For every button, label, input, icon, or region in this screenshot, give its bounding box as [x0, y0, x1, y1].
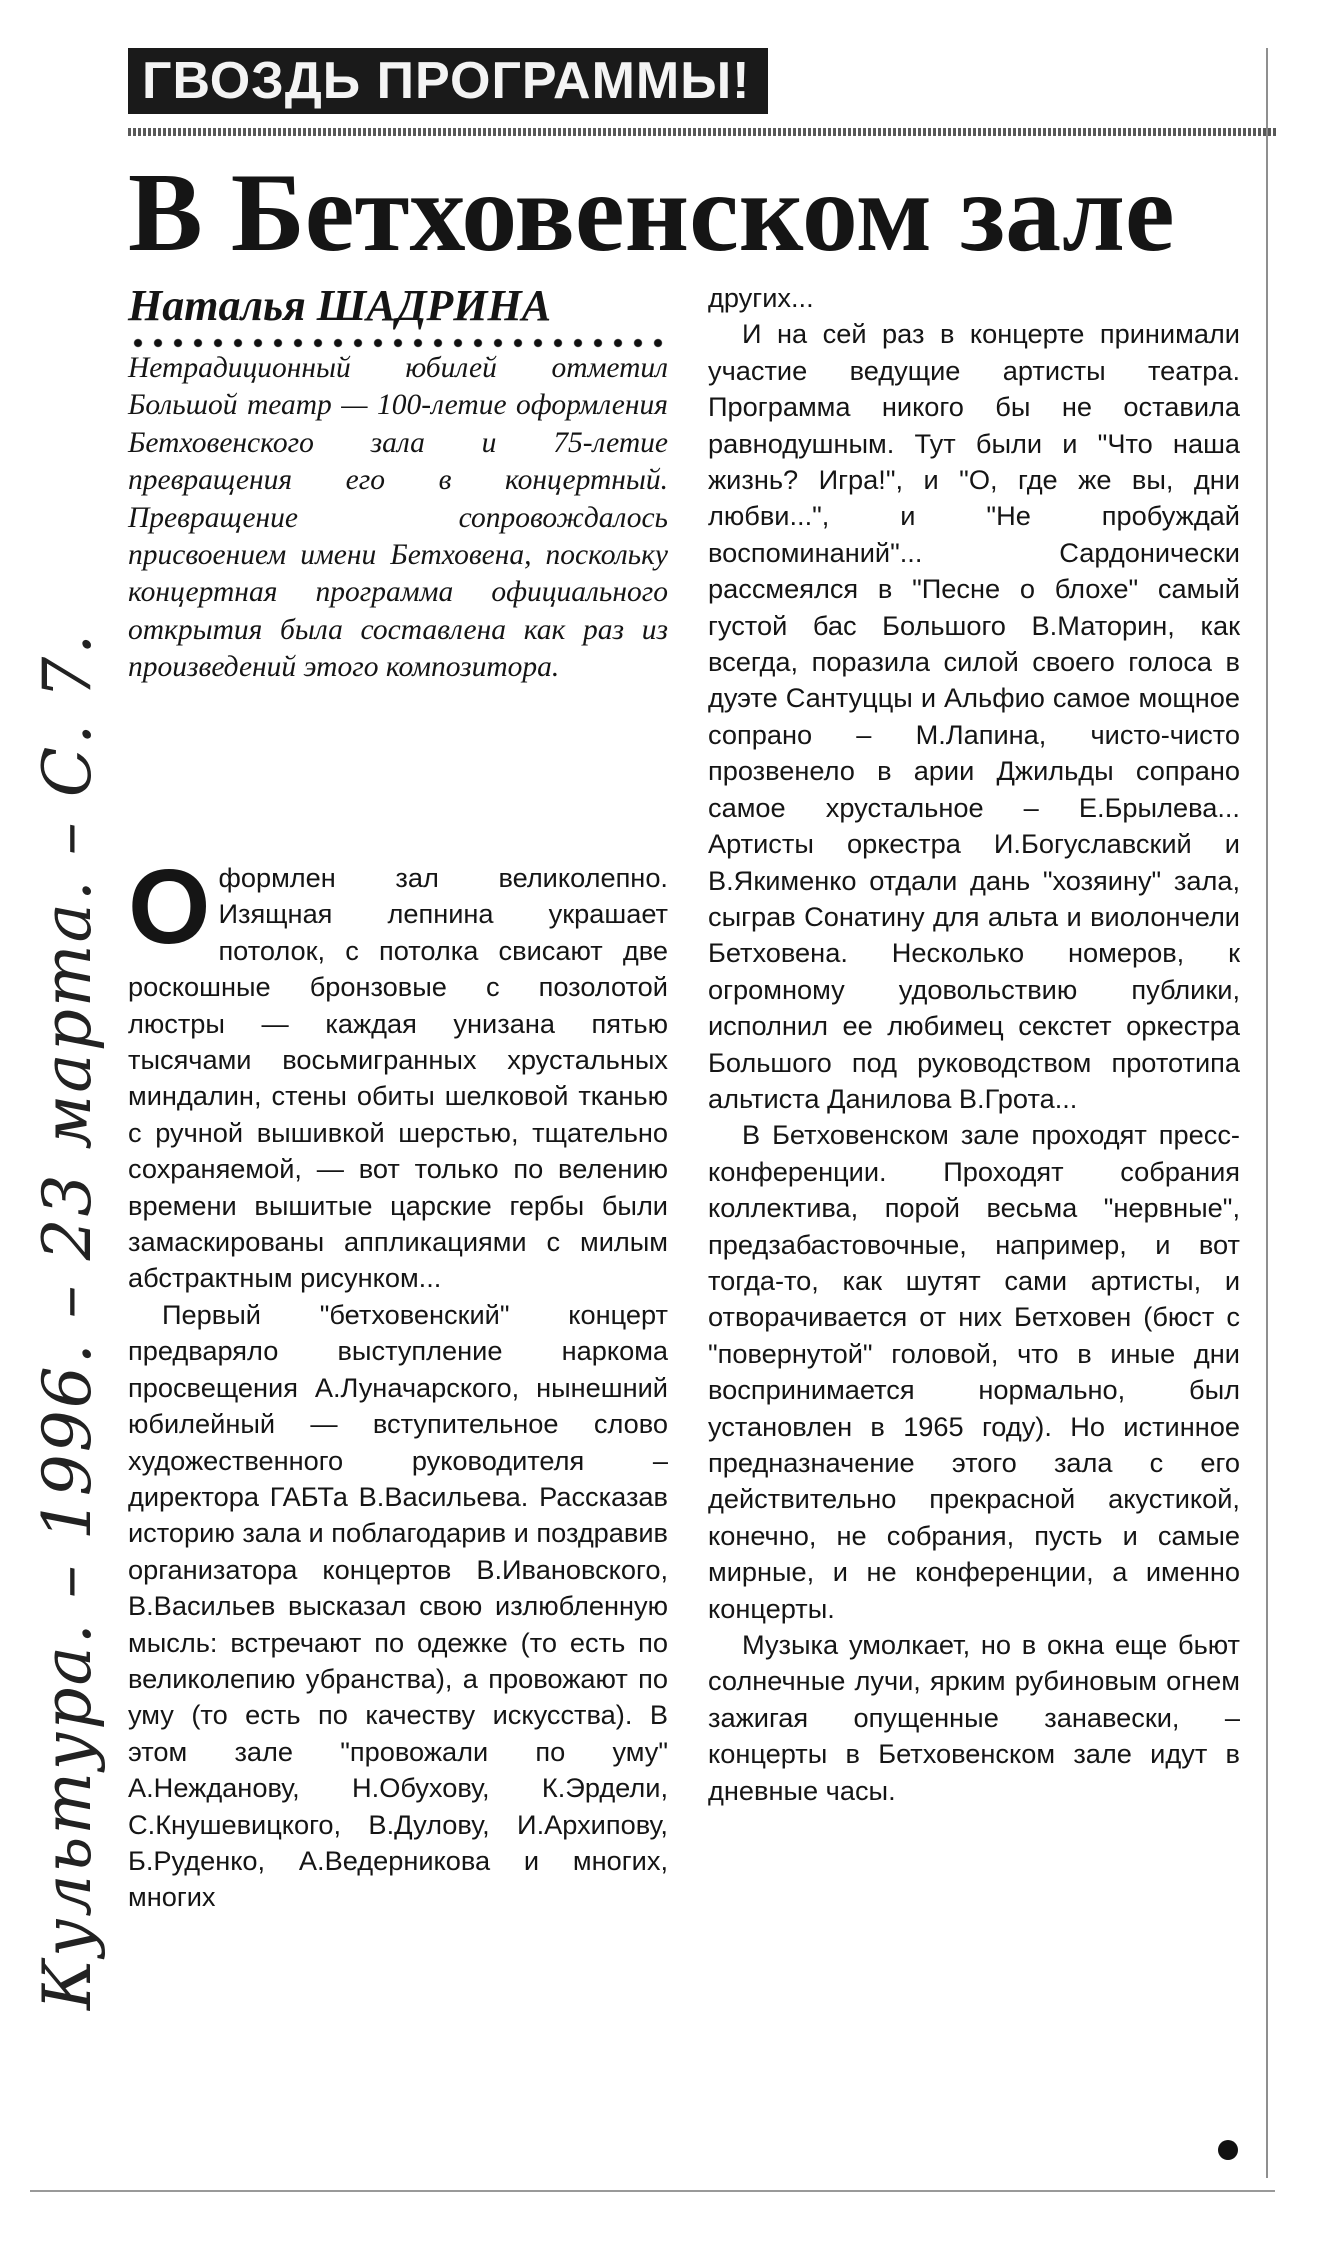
end-mark-icon: [1218, 2140, 1238, 2160]
paragraph: Первый "бетховенский" концерт предваряло выступление наркома просвещения А.Луначарского, нынешний юбилейный — вступительное слово художественного руководителя – директора ГАБТа В.Васильева. Рассказав историю зала и поблагодарив и поздравив организатора концертов В.Ивановского, В.Васильев высказал свою излюбленную мысль: встречают по одежке (то есть по великолепию убранства), а провожают по уму (то есть по качеству искусства). В этом зале "провожали по уму" А.Нежданову, Н.Обухову, К.Эрдели, С.Кнушевицкого, В.Дулову, И.Архипову, Б.Руденко, А.Ведерникова и многих, многих: [128, 1298, 668, 1913]
dotted-divider: [128, 337, 668, 349]
article-column-1: [128, 848, 668, 1916]
column-border: [1266, 48, 1268, 2178]
hatched-rule: [128, 128, 1278, 136]
author-byline: Наталья ШАДРИНА: [128, 281, 552, 330]
drop-cap: О: [128, 848, 211, 966]
paragraph: И на сей раз в концерте принимали участие ведущие артисты театра. Программа никого бы не оставила равнодушным. Тут были и "Что наша жизнь? Игра!", и "О, где же вы, дни любви...", и "Не пробуждай воспоминаний"... Сардонически рассмеялся в "Песне о блохе" самый густой бас Большого В.Маторин, как всегда, поразила силой своего голоса в дуэте Сантуццы и Альфио самое мощное сопрано – М.Лапина, чисто-чисто прозвенело в арии Джильды сопрано самое хрустальное – Е.Брылева... Артисты оркестра И.Богуславский и В.Якименко отдали дань "хозяину" зала, сыграв Сонатину для альта и виолончели Бетховена. Несколько номеров, к огромному удовольствию публики, исполнил ее любимец секстет оркестра Большого под руководством прототипа альтиста Данилова В.Грота...: [708, 318, 1240, 1114]
paragraph: других...: [708, 282, 814, 313]
paragraph: [128, 848, 668, 1297]
paragraph: Музыка умолкает, но в окна еще бьют солнечные лучи, ярким рубиновым огнем зажигая опущенные занавески, – концерты в Бетховенском зале идут в дневные часы.: [708, 1629, 1240, 1806]
lead-paragraph: Нетрадиционный юбилей отметил Большой театр — 100-летие оформления Бетховенского зала и 75-летие превращения его в концертный. Превращение сопровождалось присвоением имени Бетховена, поскольку концертная программа официального открытия была составлена как раз из произведений этого композитора.: [128, 352, 668, 684]
headline: В Бетховенском зале: [128, 151, 1175, 275]
rubric-banner: ГВОЗДЬ ПРОГРАММЫ!: [128, 48, 768, 114]
handwritten-citation: Культура. – 1996. – 23 марта. – С. 7.: [29, 631, 106, 2010]
paragraph: В Бетховенском зале проходят пресс-конференции. Проходят собрания коллектива, порой весьма "нервные", предзабастовочные, например, и вот тогда-то, как шутят сами артисты, и отворачивается от них Бетховен (бюст с "повернутой" головой, что в иные дни воспринимается нормально, был установлен в 1965 году). Но истинное предназначение этого зала с его действительно прекрасной акустикой, конечно, не собрания, пусть и самые мирные, и не конференции, а именно концерты.: [708, 1119, 1240, 1624]
article-column-2: [708, 280, 1240, 1809]
paragraph-text: формлен зал великолепно. Изящная лепнина украшает потолок, с потолка свисают две роскошные бронзовые с позолотой люстры — каждая унизана пятью тысячами восьмигранных хрустальных миндалин, стены обиты шелковой тканью с ручной вышивкой шерстью, тщательно сохраняемой, — вот только по велению времени вышитые царские гербы были замаскированы аппликациями с милым абстрактным рисунком...: [128, 862, 668, 1294]
bottom-border: [30, 2190, 1275, 2192]
